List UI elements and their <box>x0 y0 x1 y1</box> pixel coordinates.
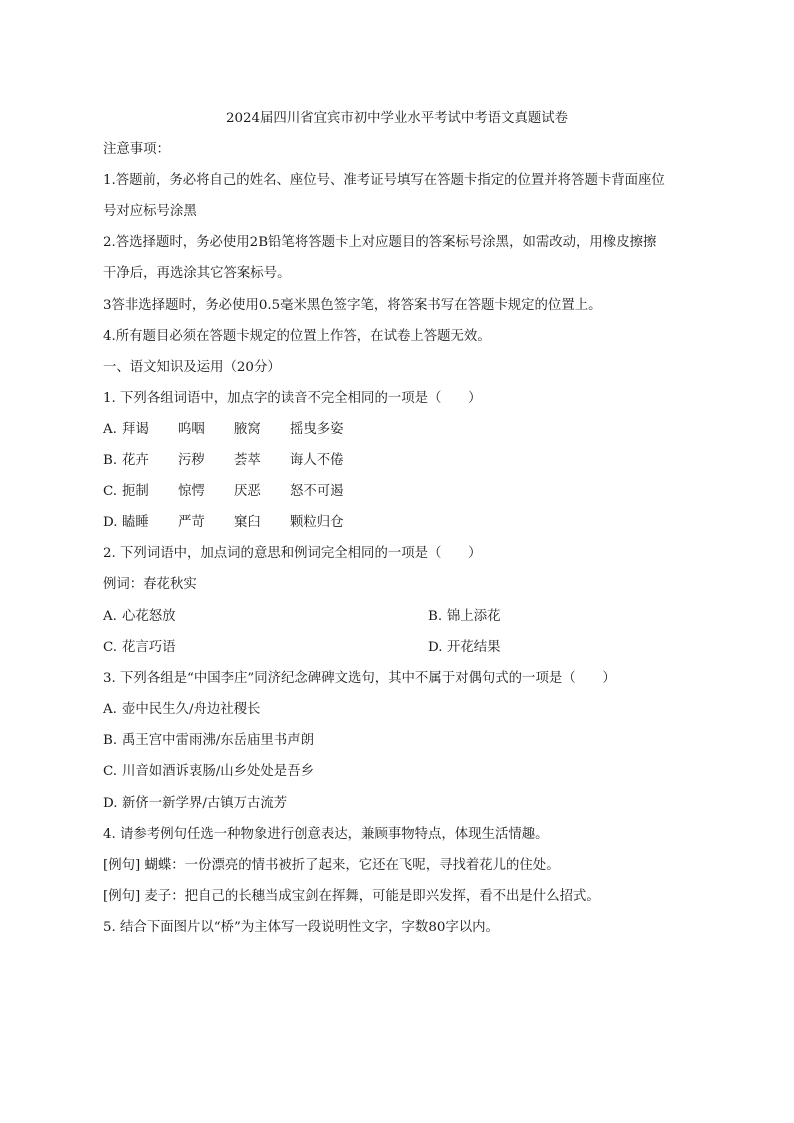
option-word: 怒不可遏 <box>290 484 344 499</box>
question-4-example-2: [例句] 麦子：把自己的长穗当成宝剑在挥舞，可能是即兴发挥，看不出是什么招式。 <box>103 889 600 904</box>
notice-item-2-line-2: 干净后，再选涂其它答案标号。 <box>103 266 291 281</box>
option-label: C. <box>103 764 118 779</box>
option-label: C. <box>103 640 118 655</box>
question-4-example-1: [例句] 蝴蝶：一份漂亮的情书被折了起来，它还在飞呢，寻找着花儿的住处。 <box>103 858 560 873</box>
option-word: 扼制 <box>122 484 149 499</box>
notice-item-3: 3答非选择题时，务必使用0.5毫米黑色签字笔，将答案书写在答题卡规定的位置上。 <box>103 298 602 313</box>
option-text: 禹王宫中雷雨沸/东岳庙里书声朗 <box>122 733 314 748</box>
option-text: 壶中民生久/舟边社稷长 <box>122 702 261 717</box>
option-word: 荟萃 <box>234 453 261 468</box>
option-text: 锦上添花 <box>447 609 501 624</box>
option-label: B. <box>103 733 118 748</box>
option-word: 颗粒归仓 <box>290 515 344 530</box>
option-text: 川音如酒诉衷肠/山乡处处是吾乡 <box>122 764 314 779</box>
option-word: 瞌睡 <box>122 515 149 530</box>
option-text: 开花结果 <box>447 640 501 655</box>
option-text: 花言巧语 <box>122 640 176 655</box>
option-label: D. <box>103 796 118 811</box>
question-4-stem: 4. 请参考例句任选一种物象进行创意表达，兼顾事物特点，体现生活情趣。 <box>103 827 549 842</box>
option-word: 诲人不倦 <box>290 453 344 468</box>
option-label: B. <box>428 609 443 624</box>
option-label: B. <box>103 453 118 468</box>
option-word: 厌恶 <box>234 484 261 499</box>
section-heading: 一、语文知识及运用（20分） <box>103 360 281 375</box>
option-word: 窠臼 <box>234 515 261 530</box>
question-2-example: 例词：春花秋实 <box>103 577 197 592</box>
notice-item-1-line-1: 1.答题前，务必将自己的姓名、座位号、准考证号填写在答题卡指定的位置并将答题卡背面座位 <box>103 173 665 188</box>
question-2-stem: 2. 下列词语中，加点词的意思和例词完全相同的一项是（ ） <box>103 546 482 561</box>
option-label: A. <box>103 422 117 437</box>
notice-item-4: 4.所有题目必须在答题卡规定的位置上作答，在试卷上答题无效。 <box>103 329 491 344</box>
option-word: 花卉 <box>122 453 149 468</box>
option-word: 拜谒 <box>122 422 149 437</box>
question-5-stem: 5. 结合下面图片以“桥”为主体写一段说明性文字，字数80字以内。 <box>103 920 499 935</box>
option-word: 腋窝 <box>234 422 261 437</box>
notice-heading: 注意事项： <box>103 142 170 157</box>
option-label: D. <box>103 515 118 530</box>
option-text: 心花怒放 <box>122 609 176 624</box>
option-label: A. <box>103 702 117 717</box>
option-word: 摇曳多姿 <box>290 422 344 437</box>
option-word: 呜咽 <box>178 422 205 437</box>
option-word: 严苛 <box>178 515 205 530</box>
option-word: 惊愕 <box>178 484 205 499</box>
page-title: 2024届四川省宜宾市初中学业水平考试中考语文真题试卷 <box>225 111 569 126</box>
question-3-stem: 3. 下列各组是“中国李庄”同济纪念碑碑文选句，其中不属于对偶句式的一项是（ ） <box>103 671 616 686</box>
option-label: D. <box>428 640 443 655</box>
notice-item-1-line-2: 号对应标号涂黑 <box>103 204 197 219</box>
option-text: 新侪一新学界/古镇万古流芳 <box>122 796 288 811</box>
option-label: A. <box>103 609 117 624</box>
option-label: C. <box>103 484 118 499</box>
option-word: 污秽 <box>178 453 205 468</box>
notice-item-2-line-1: 2.答选择题时，务必使用2B铅笔将答题卡上对应题目的答案标号涂黑，如需改动，用橡皮擦擦 <box>103 235 657 250</box>
question-1-stem: 1. 下列各组词语中，加点字的读音不完全相同的一项是（ ） <box>103 391 482 406</box>
